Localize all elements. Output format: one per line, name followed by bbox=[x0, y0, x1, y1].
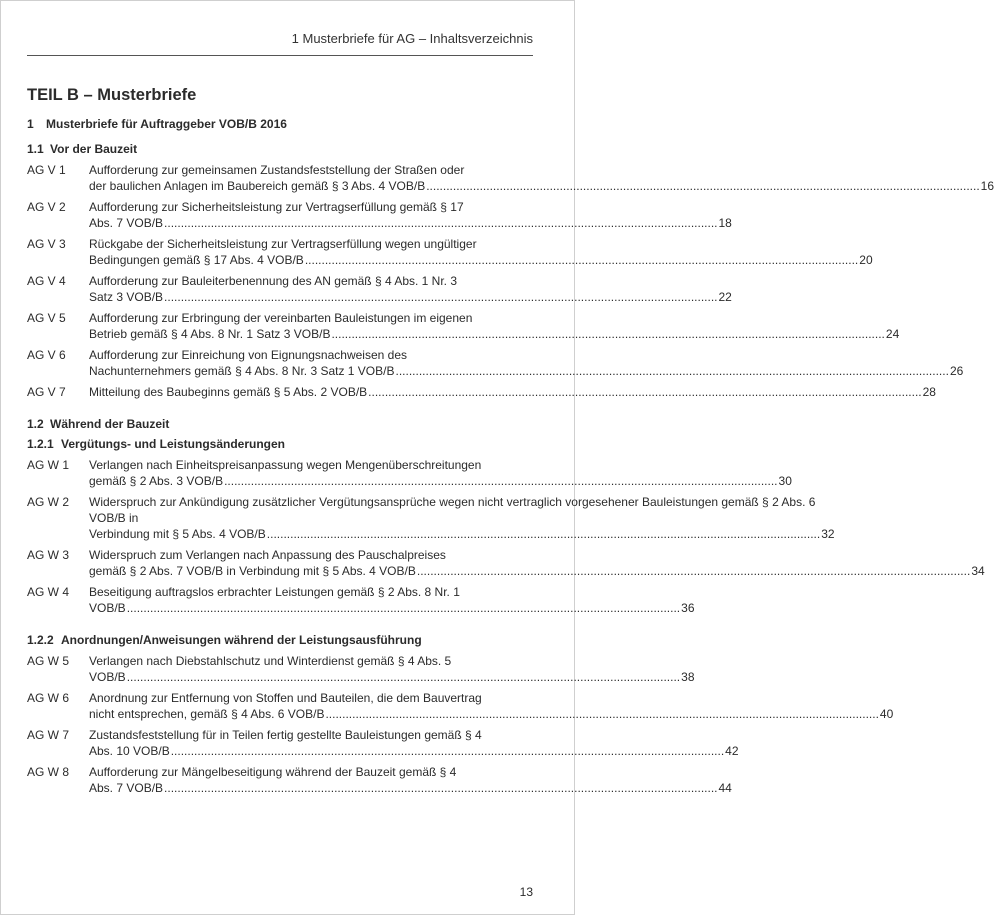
entry-body bbox=[89, 727, 739, 759]
entry-title-text: Beseitigung auftragslos erbrachter Leistungen gemäß § 2 Abs. 8 Nr. 1 bbox=[89, 585, 460, 599]
entry-page-number: 22 bbox=[718, 290, 732, 304]
header-rule bbox=[27, 55, 533, 56]
entry-code: AG V 3 bbox=[27, 237, 66, 251]
section-number: 1.1 bbox=[27, 142, 44, 156]
entry-body bbox=[89, 236, 873, 268]
subsection-number: 1.2.1 bbox=[27, 437, 54, 451]
toc-entry[interactable] bbox=[27, 384, 936, 400]
entry-code: AG V 7 bbox=[27, 385, 66, 399]
entry-title-text: Widerspruch zur Ankündigung zusätzlicher Vergütungsansprüche wegen nicht vertraglich vorgesehener Bauleistungen gemäß § 2 Abs. 6 VOB/B in bbox=[89, 495, 816, 525]
entry-title-last-line: Verbindung mit § 5 Abs. 4 VOB/B bbox=[89, 527, 266, 541]
entry-page-number: 28 bbox=[922, 385, 936, 399]
dot-leader bbox=[395, 363, 948, 379]
entry-body bbox=[89, 690, 893, 722]
entry-body bbox=[89, 547, 985, 579]
entry-code: AG V 5 bbox=[27, 311, 66, 325]
entry-code: AG W 3 bbox=[27, 548, 70, 562]
toc-entry[interactable] bbox=[27, 584, 695, 616]
entry-title-text: Aufforderung zur Erbringung der vereinbarten Bauleistungen im eigenen bbox=[89, 311, 473, 325]
entry-body bbox=[89, 764, 732, 796]
entry-code: AG V 4 bbox=[27, 274, 66, 288]
entry-page-number: 30 bbox=[778, 474, 792, 488]
entry-title-text: Verlangen nach Einheitspreisanpassung wegen Mengenüberschreitungen bbox=[89, 458, 482, 472]
entry-body bbox=[89, 347, 963, 379]
entry-title-text: Verlangen nach Diebstahlschutz und Winterdienst gemäß § 4 Abs. 5 bbox=[89, 654, 452, 668]
entry-title-text: Aufforderung zur Einreichung von Eignungsnachweisen des bbox=[89, 348, 407, 362]
part-title: TEIL B – Musterbriefe bbox=[27, 86, 197, 104]
entry-code: AG W 1 bbox=[27, 458, 70, 472]
dot-leader bbox=[267, 526, 820, 542]
entry-code: AG W 8 bbox=[27, 765, 70, 779]
entry-page-number: 42 bbox=[725, 744, 739, 758]
entry-body bbox=[89, 384, 936, 400]
dot-leader bbox=[325, 706, 878, 722]
dot-leader bbox=[171, 743, 724, 759]
dot-leader bbox=[164, 215, 717, 231]
entry-title-last-line: Satz 3 VOB/B bbox=[89, 290, 164, 304]
entry-title-text: Rückgabe der Sicherheitsleistung zur Vertragserfüllung wegen ungültiger bbox=[89, 237, 477, 251]
entry-body bbox=[89, 199, 732, 231]
entry-title-text: Aufforderung zur gemeinsamen Zustandsfeststellung der Straßen oder bbox=[89, 163, 465, 177]
toc-entry[interactable] bbox=[27, 273, 732, 305]
entry-code: AG V 1 bbox=[27, 163, 66, 177]
entry-title-text: Aufforderung zur Bauleiterbenennung des AN gemäß § 4 Abs. 1 Nr. 3 bbox=[89, 274, 458, 288]
entry-body bbox=[89, 457, 792, 489]
dot-leader bbox=[417, 563, 970, 579]
entry-title-last-line: Mitteilung des Baubeginns gemäß § 5 Abs. 2 VOB/B bbox=[89, 385, 368, 399]
section-number: 1.2 bbox=[27, 417, 44, 431]
toc-entry[interactable] bbox=[27, 690, 894, 722]
subsection-title: Anordnungen/Anweisungen während der Leistungsausführung bbox=[61, 633, 422, 647]
entry-title-last-line: Abs. 7 VOB/B bbox=[89, 781, 164, 795]
dot-leader bbox=[164, 780, 717, 796]
entry-code: AG W 2 bbox=[27, 495, 70, 509]
dot-leader bbox=[127, 600, 680, 616]
entry-page-number: 24 bbox=[885, 327, 900, 341]
dot-leader bbox=[426, 178, 979, 194]
toc-list-1-2-2 bbox=[27, 653, 894, 796]
entry-title-text: Widerspruch zum Verlangen nach Anpassung des Pauschalpreises bbox=[89, 548, 446, 562]
entry-body bbox=[89, 310, 899, 342]
entry-title-text: Zustandsfeststellung für in Teilen fertig gestellte Bauleistungen gemäß § 4 bbox=[89, 728, 482, 742]
subsection-heading-1-2-1 bbox=[27, 437, 533, 451]
entry-code: AG W 4 bbox=[27, 585, 70, 599]
section-heading-1-1 bbox=[27, 142, 533, 156]
entry-title-last-line: VOB/B bbox=[89, 601, 126, 615]
entry-page-number: 40 bbox=[879, 707, 894, 721]
entry-title-last-line: gemäß § 2 Abs. 7 VOB/B in Verbindung mit § 5 Abs. 4 VOB/B bbox=[89, 564, 416, 578]
dot-leader bbox=[224, 473, 777, 489]
entry-title-last-line: der baulichen Anlagen im Baubereich gemäß § 3 Abs. 4 VOB/B bbox=[89, 179, 426, 193]
entry-body bbox=[89, 494, 835, 542]
chapter-heading bbox=[27, 117, 533, 131]
entry-code: AG V 6 bbox=[27, 348, 66, 362]
dot-leader bbox=[164, 289, 717, 305]
entry-page-number: 26 bbox=[949, 364, 964, 378]
entry-page-number: 34 bbox=[971, 564, 985, 578]
toc-entry[interactable] bbox=[27, 310, 900, 342]
entry-title-text: Aufforderung zur Mängelbeseitigung während der Bauzeit gemäß § 4 bbox=[89, 765, 457, 779]
entry-title-last-line: nicht entsprechen, gemäß § 4 Abs. 6 VOB/B bbox=[89, 707, 325, 721]
dot-leader bbox=[127, 669, 680, 685]
section-title: Während der Bauzeit bbox=[50, 417, 170, 431]
entry-title-last-line: Betrieb gemäß § 4 Abs. 8 Nr. 1 Satz 3 VOB/B bbox=[89, 327, 331, 341]
entry-body bbox=[89, 653, 695, 685]
entry-page-number: 38 bbox=[681, 670, 695, 684]
section-title: Vor der Bauzeit bbox=[50, 142, 138, 156]
entry-body bbox=[89, 584, 695, 616]
toc-entry[interactable] bbox=[27, 199, 732, 231]
section-heading-1-2 bbox=[27, 417, 533, 431]
subsection-number: 1.2.2 bbox=[27, 633, 54, 647]
dot-leader bbox=[331, 326, 884, 342]
entry-code: AG W 7 bbox=[27, 728, 70, 742]
dot-leader bbox=[368, 384, 921, 400]
toc-list-1-2-1 bbox=[27, 457, 985, 616]
toc-entry[interactable] bbox=[27, 653, 695, 685]
toc-entry[interactable] bbox=[27, 236, 873, 268]
entry-page-number: 36 bbox=[681, 601, 695, 615]
toc-entry[interactable] bbox=[27, 162, 994, 194]
toc-entry[interactable] bbox=[27, 547, 985, 579]
entry-title-last-line: gemäß § 2 Abs. 3 VOB/B bbox=[89, 474, 224, 488]
subsection-title: Vergütungs- und Leistungsänderungen bbox=[61, 437, 286, 451]
entry-title-last-line: Abs. 10 VOB/B bbox=[89, 744, 170, 758]
toc-entry[interactable] bbox=[27, 727, 739, 759]
entry-page-number: 18 bbox=[718, 216, 732, 230]
entry-title-last-line: Abs. 7 VOB/B bbox=[89, 216, 164, 230]
entry-title-last-line: Nachunternehmers gemäß § 4 Abs. 8 Nr. 3 Satz 1 VOB/B bbox=[89, 364, 395, 378]
entry-code: AG V 2 bbox=[27, 200, 66, 214]
entry-title-last-line: Bedingungen gemäß § 17 Abs. 4 VOB/B bbox=[89, 253, 304, 267]
toc-list-1-1 bbox=[27, 162, 994, 400]
entry-page-number: 16 bbox=[980, 179, 994, 193]
toc-entry[interactable] bbox=[27, 457, 792, 489]
dot-leader bbox=[305, 252, 858, 268]
entry-code: AG W 6 bbox=[27, 691, 70, 705]
entry-page-number: 32 bbox=[821, 527, 835, 541]
entry-body bbox=[89, 162, 994, 194]
chapter-title: Musterbriefe für Auftraggeber VOB/B 2016 bbox=[46, 117, 287, 131]
entry-title-last-line: VOB/B bbox=[89, 670, 126, 684]
chapter-number: 1 bbox=[27, 117, 34, 131]
toc-content bbox=[27, 86, 994, 801]
entry-page-number: 20 bbox=[859, 253, 873, 267]
entry-page-number: 44 bbox=[718, 781, 732, 795]
subsection-heading-1-2-2 bbox=[27, 633, 533, 647]
entry-title-text: Anordnung zur Entfernung von Stoffen und Bauteilen, die dem Bauvertrag bbox=[89, 691, 482, 705]
entry-title-text: Aufforderung zur Sicherheitsleistung zur Vertragserfüllung gemäß § 17 bbox=[89, 200, 464, 214]
entry-code: AG W 5 bbox=[27, 654, 70, 668]
entry-body bbox=[89, 273, 732, 305]
toc-entry[interactable] bbox=[27, 494, 835, 542]
running-header: 1 Musterbriefe für AG – Inhaltsverzeichnis bbox=[291, 31, 533, 46]
page-number: 13 bbox=[519, 885, 533, 899]
toc-entry[interactable] bbox=[27, 764, 732, 796]
toc-entry[interactable] bbox=[27, 347, 964, 379]
